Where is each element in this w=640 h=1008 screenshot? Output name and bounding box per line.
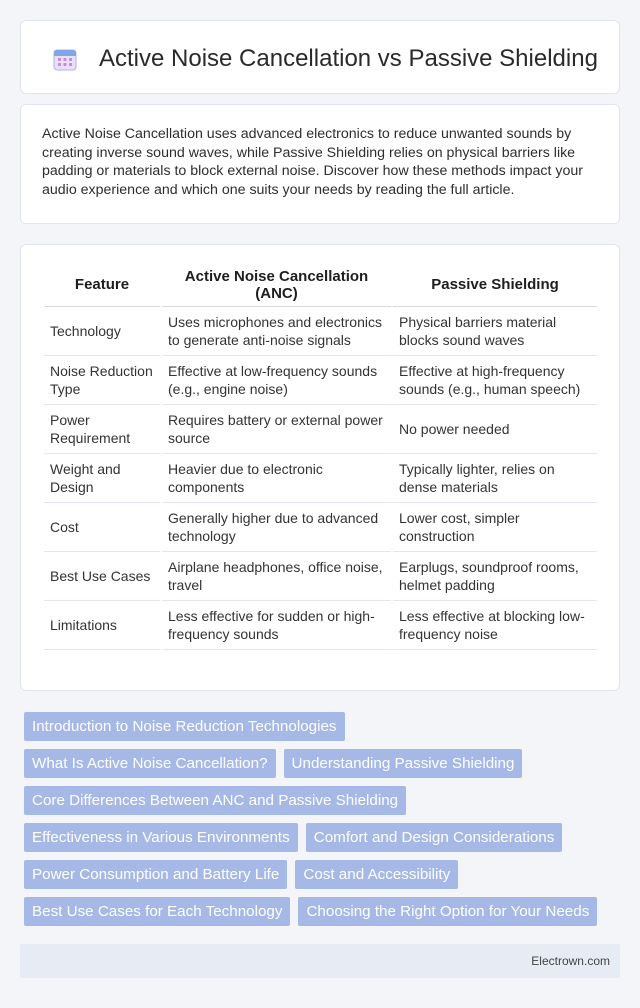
page-title: Active Noise Cancellation vs Passive Shielding	[99, 45, 598, 72]
table-cell-anc: Airplane headphones, office noise, travel	[162, 552, 391, 601]
table-header-row	[44, 263, 597, 307]
link-row	[20, 749, 620, 778]
table-row	[44, 307, 597, 356]
header-feature: Feature	[44, 263, 160, 307]
topic-link-what-is-anc[interactable]: What Is Active Noise Cancellation?	[24, 749, 276, 778]
table-row	[44, 454, 597, 503]
link-row	[20, 786, 620, 815]
table-cell-anc: Generally higher due to advanced technology	[162, 503, 391, 552]
intro-paragraph: Active Noise Cancellation uses advanced electronics to reduce unwanted sounds by creating inverse sound waves, while Passive Shielding relies on physical barriers like padding or materials to block external noise. Discover how these methods impact your audio experience and which one suits your needs by reading the full article.	[42, 126, 583, 198]
topic-link-comfort-design[interactable]: Comfort and Design Considerations	[306, 823, 563, 852]
topic-links	[20, 712, 620, 934]
topic-link-introduction[interactable]: Introduction to Noise Reduction Technologies	[24, 712, 345, 741]
link-row	[20, 823, 620, 852]
header-passive: Passive Shielding	[393, 263, 597, 307]
table-cell-passive: Less effective at blocking low-frequency noise	[393, 601, 597, 650]
link-row	[20, 860, 620, 889]
table-cell-feature: Power Requirement	[44, 405, 160, 454]
comparison-table-card	[20, 244, 620, 691]
table-cell-anc: Heavier due to electronic components	[162, 454, 391, 503]
table-row	[44, 356, 597, 405]
table-cell-feature: Weight and Design	[44, 454, 160, 503]
topic-link-core-differences[interactable]: Core Differences Between ANC and Passive Shielding	[24, 786, 406, 815]
table-row	[44, 601, 597, 650]
table-row	[44, 503, 597, 552]
table-cell-passive: No power needed	[393, 405, 597, 454]
table-row	[44, 405, 597, 454]
comparison-table	[42, 263, 599, 650]
footer	[20, 944, 620, 978]
table-cell-anc: Requires battery or external power source	[162, 405, 391, 454]
table-cell-feature: Best Use Cases	[44, 552, 160, 601]
header-anc: Active Noise Cancellation (ANC)	[162, 263, 391, 307]
link-row	[20, 712, 620, 741]
topic-link-cost-accessibility[interactable]: Cost and Accessibility	[295, 860, 458, 889]
table-cell-feature: Technology	[44, 307, 160, 356]
table-row	[44, 552, 597, 601]
table-cell-passive: Lower cost, simpler construction	[393, 503, 597, 552]
table-cell-passive: Effective at high-frequency sounds (e.g., human speech)	[393, 356, 597, 405]
topic-link-choosing-option[interactable]: Choosing the Right Option for Your Needs	[298, 897, 597, 926]
table-cell-passive: Typically lighter, relies on dense materials	[393, 454, 597, 503]
topic-link-effectiveness[interactable]: Effectiveness in Various Environments	[24, 823, 298, 852]
table-cell-feature: Noise Reduction Type	[44, 356, 160, 405]
table-cell-passive: Earplugs, soundproof rooms, helmet padding	[393, 552, 597, 601]
table-cell-feature: Cost	[44, 503, 160, 552]
intro-card	[20, 104, 620, 224]
table-cell-passive: Physical barriers material blocks sound waves	[393, 307, 597, 356]
title-card	[20, 20, 620, 94]
table-cell-anc: Less effective for sudden or high-frequency sounds	[162, 601, 391, 650]
footer-site-name: Electrown.com	[531, 954, 610, 968]
table-cell-anc: Effective at low-frequency sounds (e.g., engine noise)	[162, 356, 391, 405]
topic-link-power-battery[interactable]: Power Consumption and Battery Life	[24, 860, 287, 889]
table-cell-feature: Limitations	[44, 601, 160, 650]
topic-link-understanding-passive[interactable]: Understanding Passive Shielding	[284, 749, 523, 778]
calendar-grid-icon	[53, 47, 77, 71]
topic-link-best-use-cases[interactable]: Best Use Cases for Each Technology	[24, 897, 290, 926]
table-cell-anc: Uses microphones and electronics to generate anti-noise signals	[162, 307, 391, 356]
link-row	[20, 897, 620, 926]
